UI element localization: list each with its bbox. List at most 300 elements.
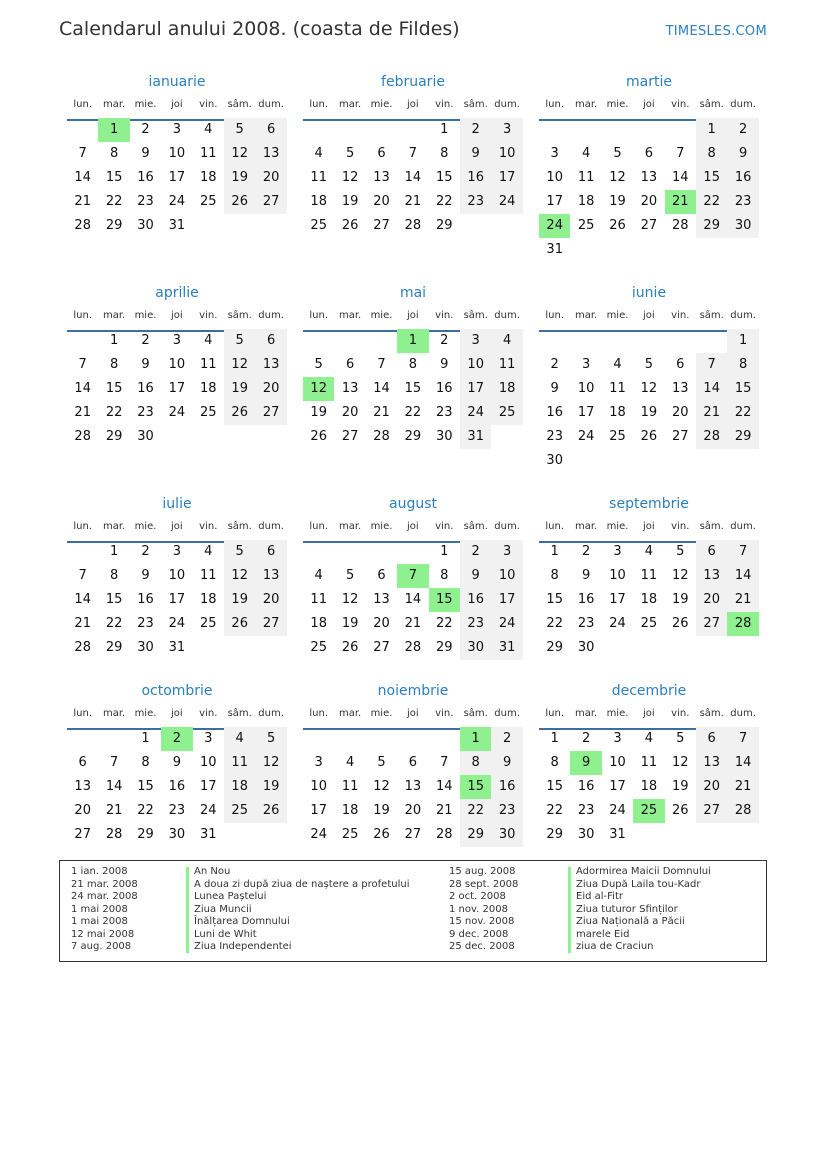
- day-cell[interactable]: 2: [581, 731, 591, 746]
- day-cell[interactable]: 27: [255, 401, 286, 425]
- day-cell[interactable]: 20: [74, 803, 91, 818]
- day-cell[interactable]: 23: [460, 190, 491, 214]
- day-cell[interactable]: 27: [404, 827, 422, 842]
- day-cell[interactable]: 8: [550, 755, 559, 770]
- day-cell[interactable]: 13: [672, 381, 689, 396]
- day-cell[interactable]: 13: [696, 564, 727, 588]
- day-cell[interactable]: 10: [491, 142, 522, 166]
- day-cell[interactable]: 2: [141, 333, 150, 348]
- day-cell[interactable]: 6: [696, 727, 727, 751]
- day-cell[interactable]: 31: [460, 425, 491, 449]
- day-cell[interactable]: 25: [491, 401, 522, 425]
- month-name[interactable]: septembrie: [609, 496, 689, 512]
- day-cell[interactable]: 6: [255, 118, 286, 142]
- day-cell[interactable]: 7: [440, 755, 449, 770]
- day-cell[interactable]: 30: [137, 429, 154, 444]
- day-cell[interactable]: 14: [74, 592, 91, 607]
- day-cell[interactable]: 23: [137, 616, 154, 631]
- day-cell[interactable]: 29: [105, 640, 123, 655]
- month-name[interactable]: decembrie: [611, 683, 687, 699]
- day-cell[interactable]: 15: [105, 170, 123, 185]
- day-cell[interactable]: 3: [491, 118, 522, 142]
- day-cell[interactable]: 20: [255, 588, 286, 612]
- day-cell[interactable]: 16: [137, 381, 154, 396]
- day-cell[interactable]: 2: [440, 333, 449, 348]
- day-cell[interactable]: 5: [255, 727, 286, 751]
- day-cell[interactable]: 31: [168, 640, 186, 655]
- day-cell[interactable]: 1: [440, 122, 449, 137]
- day-cell[interactable]: 8: [460, 751, 491, 775]
- day-cell[interactable]: 12: [224, 353, 255, 377]
- day-cell[interactable]: 29: [546, 640, 563, 655]
- day-cell[interactable]: 7: [377, 357, 386, 372]
- day-cell[interactable]: 26: [224, 190, 255, 214]
- day-cell[interactable]: 13: [373, 170, 390, 185]
- day-cell[interactable]: 31: [609, 827, 626, 842]
- day-cell[interactable]: 27: [255, 612, 286, 636]
- day-cell[interactable]: 18: [310, 194, 327, 209]
- day-cell[interactable]: 19: [341, 194, 359, 209]
- day-cell[interactable]: 21: [74, 194, 91, 209]
- day-cell[interactable]: 15: [727, 377, 758, 401]
- day-cell[interactable]: 16: [137, 170, 154, 185]
- day-cell[interactable]: 15: [105, 592, 123, 607]
- holiday-day-cell[interactable]: 12: [303, 377, 334, 401]
- day-cell[interactable]: 13: [74, 779, 91, 794]
- day-cell[interactable]: 24: [609, 616, 626, 631]
- day-cell[interactable]: 29: [105, 218, 123, 233]
- day-cell[interactable]: 19: [609, 194, 626, 209]
- day-cell[interactable]: 12: [609, 170, 626, 185]
- day-cell[interactable]: 11: [640, 755, 658, 770]
- day-cell[interactable]: 22: [105, 616, 123, 631]
- day-cell[interactable]: 22: [436, 194, 453, 209]
- day-cell[interactable]: 4: [644, 731, 654, 746]
- day-cell[interactable]: 7: [408, 146, 418, 161]
- day-cell[interactable]: 3: [613, 731, 622, 746]
- day-cell[interactable]: 12: [224, 142, 255, 166]
- day-cell[interactable]: 23: [491, 799, 522, 823]
- day-cell[interactable]: 10: [168, 357, 186, 372]
- day-cell[interactable]: 27: [696, 612, 727, 636]
- day-cell[interactable]: 13: [255, 142, 286, 166]
- day-cell[interactable]: 5: [676, 544, 685, 559]
- day-cell[interactable]: 24: [168, 194, 186, 209]
- day-cell[interactable]: 4: [613, 357, 622, 372]
- day-cell[interactable]: 20: [404, 803, 422, 818]
- day-cell[interactable]: 24: [310, 827, 327, 842]
- day-cell[interactable]: 26: [373, 827, 390, 842]
- day-cell[interactable]: 20: [696, 588, 727, 612]
- day-cell[interactable]: 2: [141, 544, 150, 559]
- holiday-day-cell[interactable]: 1: [98, 118, 129, 142]
- day-cell[interactable]: 18: [224, 775, 255, 799]
- day-cell[interactable]: 21: [373, 405, 390, 420]
- day-cell[interactable]: 31: [200, 827, 217, 842]
- day-cell[interactable]: 4: [204, 122, 213, 137]
- day-cell[interactable]: 25: [341, 827, 359, 842]
- day-cell[interactable]: 2: [460, 118, 491, 142]
- day-cell[interactable]: 15: [546, 779, 563, 794]
- day-cell[interactable]: 2: [727, 118, 758, 142]
- day-cell[interactable]: 21: [404, 194, 422, 209]
- day-cell[interactable]: 10: [310, 779, 327, 794]
- day-cell[interactable]: 15: [436, 170, 453, 185]
- day-cell[interactable]: 23: [546, 429, 563, 444]
- day-cell[interactable]: 17: [200, 779, 217, 794]
- day-cell[interactable]: 7: [109, 755, 119, 770]
- day-cell[interactable]: 12: [640, 381, 658, 396]
- day-cell[interactable]: 7: [78, 357, 87, 372]
- day-cell[interactable]: 10: [546, 170, 563, 185]
- day-cell[interactable]: 14: [404, 170, 422, 185]
- day-cell[interactable]: 19: [224, 377, 255, 401]
- day-cell[interactable]: 29: [696, 214, 727, 238]
- day-cell[interactable]: 9: [141, 146, 150, 161]
- day-cell[interactable]: 13: [404, 779, 422, 794]
- day-cell[interactable]: 9: [141, 357, 150, 372]
- day-cell[interactable]: 30: [727, 214, 758, 238]
- day-cell[interactable]: 23: [137, 405, 154, 420]
- day-cell[interactable]: 29: [546, 827, 563, 842]
- day-cell[interactable]: 28: [727, 799, 758, 823]
- day-cell[interactable]: 3: [491, 540, 522, 564]
- day-cell[interactable]: 21: [74, 616, 91, 631]
- day-cell[interactable]: 5: [224, 540, 255, 564]
- day-cell[interactable]: 13: [640, 170, 658, 185]
- day-cell[interactable]: 14: [727, 751, 758, 775]
- day-cell[interactable]: 3: [314, 755, 323, 770]
- day-cell[interactable]: 1: [109, 544, 119, 559]
- day-cell[interactable]: 29: [105, 429, 123, 444]
- day-cell[interactable]: 24: [609, 803, 626, 818]
- day-cell[interactable]: 22: [727, 401, 758, 425]
- month-name[interactable]: iunie: [631, 285, 667, 301]
- day-cell[interactable]: 16: [727, 166, 758, 190]
- day-cell[interactable]: 5: [676, 731, 685, 746]
- day-cell[interactable]: 30: [436, 429, 453, 444]
- day-cell[interactable]: 20: [373, 194, 390, 209]
- day-cell[interactable]: 1: [440, 544, 449, 559]
- day-cell[interactable]: 21: [404, 616, 422, 631]
- day-cell[interactable]: 6: [255, 540, 286, 564]
- day-cell[interactable]: 19: [310, 405, 327, 420]
- day-cell[interactable]: 22: [546, 616, 563, 631]
- day-cell[interactable]: 11: [310, 592, 327, 607]
- day-cell[interactable]: 23: [727, 190, 758, 214]
- day-cell[interactable]: 13: [341, 381, 359, 396]
- day-cell[interactable]: 3: [172, 333, 182, 348]
- day-cell[interactable]: 20: [255, 377, 286, 401]
- day-cell[interactable]: 26: [310, 429, 327, 444]
- day-cell[interactable]: 23: [460, 612, 491, 636]
- day-cell[interactable]: 23: [436, 405, 453, 420]
- day-cell[interactable]: 7: [727, 540, 758, 564]
- day-cell[interactable]: 17: [491, 166, 522, 190]
- day-cell[interactable]: 10: [491, 564, 522, 588]
- day-cell[interactable]: 25: [640, 616, 658, 631]
- day-cell[interactable]: 16: [168, 779, 186, 794]
- holiday-day-cell[interactable]: 2: [161, 727, 192, 751]
- day-cell[interactable]: 20: [672, 405, 689, 420]
- day-cell[interactable]: 2: [460, 540, 491, 564]
- day-cell[interactable]: 17: [577, 405, 595, 420]
- day-cell[interactable]: 26: [224, 612, 255, 636]
- holiday-day-cell[interactable]: 28: [727, 612, 758, 636]
- month-name[interactable]: februarie: [381, 74, 445, 90]
- month-name[interactable]: aprilie: [155, 285, 199, 301]
- day-cell[interactable]: 9: [727, 142, 758, 166]
- day-cell[interactable]: 12: [224, 564, 255, 588]
- day-cell[interactable]: 30: [577, 640, 595, 655]
- day-cell[interactable]: 3: [172, 544, 182, 559]
- day-cell[interactable]: 28: [373, 429, 390, 444]
- day-cell[interactable]: 21: [436, 803, 453, 818]
- day-cell[interactable]: 13: [373, 592, 390, 607]
- day-cell[interactable]: 29: [460, 823, 491, 847]
- holiday-day-cell[interactable]: 21: [665, 190, 696, 214]
- holiday-day-cell[interactable]: 15: [460, 775, 491, 799]
- day-cell[interactable]: 24: [460, 401, 491, 425]
- day-cell[interactable]: 30: [577, 827, 595, 842]
- day-cell[interactable]: 27: [373, 218, 390, 233]
- day-cell[interactable]: 3: [613, 544, 622, 559]
- day-cell[interactable]: 12: [672, 755, 689, 770]
- day-cell[interactable]: 6: [408, 755, 418, 770]
- day-cell[interactable]: 3: [581, 357, 591, 372]
- day-cell[interactable]: 30: [491, 823, 522, 847]
- day-cell[interactable]: 6: [676, 357, 685, 372]
- day-cell[interactable]: 2: [491, 727, 522, 751]
- day-cell[interactable]: 24: [168, 405, 186, 420]
- day-cell[interactable]: 26: [672, 616, 689, 631]
- day-cell[interactable]: 2: [581, 544, 591, 559]
- day-cell[interactable]: 1: [550, 731, 559, 746]
- day-cell[interactable]: 21: [696, 401, 727, 425]
- day-cell[interactable]: 12: [672, 568, 689, 583]
- day-cell[interactable]: 8: [440, 146, 449, 161]
- day-cell[interactable]: 28: [74, 218, 91, 233]
- day-cell[interactable]: 25: [609, 429, 626, 444]
- day-cell[interactable]: 30: [460, 636, 491, 660]
- day-cell[interactable]: 17: [609, 779, 626, 794]
- day-cell[interactable]: 18: [341, 803, 359, 818]
- day-cell[interactable]: 10: [609, 755, 626, 770]
- day-cell[interactable]: 16: [436, 381, 453, 396]
- day-cell[interactable]: 11: [491, 353, 522, 377]
- day-cell[interactable]: 20: [696, 775, 727, 799]
- month-name[interactable]: octombrie: [141, 683, 213, 699]
- day-cell[interactable]: 4: [491, 329, 522, 353]
- day-cell[interactable]: 4: [314, 146, 323, 161]
- day-cell[interactable]: 28: [436, 827, 453, 842]
- day-cell[interactable]: 6: [345, 357, 355, 372]
- day-cell[interactable]: 27: [341, 429, 359, 444]
- day-cell[interactable]: 29: [137, 827, 154, 842]
- day-cell[interactable]: 1: [141, 731, 150, 746]
- day-cell[interactable]: 19: [255, 775, 286, 799]
- day-cell[interactable]: 17: [546, 194, 563, 209]
- day-cell[interactable]: 27: [74, 827, 91, 842]
- day-cell[interactable]: 26: [640, 429, 658, 444]
- holiday-day-cell[interactable]: 7: [397, 564, 428, 588]
- day-cell[interactable]: 19: [672, 592, 689, 607]
- month-name[interactable]: mai: [399, 285, 427, 301]
- day-cell[interactable]: 6: [78, 755, 87, 770]
- day-cell[interactable]: 17: [609, 592, 626, 607]
- day-cell[interactable]: 17: [168, 381, 186, 396]
- day-cell[interactable]: 9: [172, 755, 182, 770]
- day-cell[interactable]: 20: [341, 405, 359, 420]
- day-cell[interactable]: 17: [168, 592, 186, 607]
- day-cell[interactable]: 29: [436, 218, 453, 233]
- day-cell[interactable]: 7: [78, 146, 87, 161]
- day-cell[interactable]: 20: [373, 616, 390, 631]
- day-cell[interactable]: 7: [676, 146, 685, 161]
- day-cell[interactable]: 4: [224, 727, 255, 751]
- day-cell[interactable]: 8: [408, 357, 418, 372]
- day-cell[interactable]: 17: [310, 803, 327, 818]
- day-cell[interactable]: 25: [200, 616, 217, 631]
- day-cell[interactable]: 8: [696, 142, 727, 166]
- day-cell[interactable]: 22: [137, 803, 154, 818]
- day-cell[interactable]: 5: [644, 357, 654, 372]
- day-cell[interactable]: 11: [224, 751, 255, 775]
- day-cell[interactable]: 21: [105, 803, 123, 818]
- day-cell[interactable]: 4: [204, 544, 213, 559]
- day-cell[interactable]: 19: [640, 405, 658, 420]
- day-cell[interactable]: 22: [105, 194, 123, 209]
- holiday-day-cell[interactable]: 15: [429, 588, 460, 612]
- day-cell[interactable]: 13: [696, 751, 727, 775]
- day-cell[interactable]: 12: [255, 751, 286, 775]
- day-cell[interactable]: 19: [341, 616, 359, 631]
- day-cell[interactable]: 12: [341, 170, 359, 185]
- day-cell[interactable]: 9: [550, 381, 559, 396]
- day-cell[interactable]: 15: [137, 779, 154, 794]
- day-cell[interactable]: 24: [168, 616, 186, 631]
- day-cell[interactable]: 10: [168, 568, 186, 583]
- day-cell[interactable]: 22: [436, 616, 453, 631]
- day-cell[interactable]: 6: [696, 540, 727, 564]
- day-cell[interactable]: 4: [204, 333, 213, 348]
- day-cell[interactable]: 20: [640, 194, 658, 209]
- day-cell[interactable]: 5: [377, 755, 386, 770]
- day-cell[interactable]: 17: [460, 377, 491, 401]
- day-cell[interactable]: 15: [546, 592, 563, 607]
- day-cell[interactable]: 19: [373, 803, 390, 818]
- day-cell[interactable]: 22: [105, 405, 123, 420]
- day-cell[interactable]: 21: [727, 588, 758, 612]
- holiday-day-cell[interactable]: 1: [397, 329, 428, 353]
- day-cell[interactable]: 16: [546, 405, 563, 420]
- day-cell[interactable]: 8: [550, 568, 559, 583]
- day-cell[interactable]: 15: [404, 381, 422, 396]
- day-cell[interactable]: 25: [310, 218, 327, 233]
- day-cell[interactable]: 28: [672, 218, 689, 233]
- day-cell[interactable]: 24: [200, 803, 217, 818]
- day-cell[interactable]: 30: [168, 827, 186, 842]
- day-cell[interactable]: 11: [200, 357, 217, 372]
- day-cell[interactable]: 28: [74, 640, 91, 655]
- day-cell[interactable]: 27: [640, 218, 658, 233]
- day-cell[interactable]: 18: [640, 592, 658, 607]
- day-cell[interactable]: 8: [727, 353, 758, 377]
- day-cell[interactable]: 18: [310, 616, 327, 631]
- day-cell[interactable]: 27: [255, 190, 286, 214]
- day-cell[interactable]: 2: [141, 122, 150, 137]
- day-cell[interactable]: 13: [255, 564, 286, 588]
- day-cell[interactable]: 30: [137, 640, 154, 655]
- day-cell[interactable]: 8: [440, 568, 449, 583]
- day-cell[interactable]: 26: [224, 401, 255, 425]
- day-cell[interactable]: 19: [224, 588, 255, 612]
- day-cell[interactable]: 11: [200, 568, 217, 583]
- brand-logo[interactable]: TIMESLES.COM: [665, 24, 767, 39]
- day-cell[interactable]: 23: [577, 803, 595, 818]
- day-cell[interactable]: 29: [727, 425, 758, 449]
- day-cell[interactable]: 25: [200, 194, 217, 209]
- month-name[interactable]: iulie: [162, 496, 192, 512]
- day-cell[interactable]: 22: [696, 190, 727, 214]
- day-cell[interactable]: 5: [345, 146, 355, 161]
- day-cell[interactable]: 14: [404, 592, 422, 607]
- day-cell[interactable]: 8: [109, 357, 119, 372]
- day-cell[interactable]: 24: [577, 429, 595, 444]
- day-cell[interactable]: 1: [696, 118, 727, 142]
- day-cell[interactable]: 11: [609, 381, 626, 396]
- day-cell[interactable]: 3: [204, 731, 213, 746]
- day-cell[interactable]: 7: [727, 727, 758, 751]
- day-cell[interactable]: 31: [491, 636, 522, 660]
- day-cell[interactable]: 25: [577, 218, 595, 233]
- day-cell[interactable]: 11: [200, 146, 217, 161]
- day-cell[interactable]: 18: [200, 381, 217, 396]
- month-name[interactable]: martie: [626, 74, 672, 90]
- day-cell[interactable]: 18: [491, 377, 522, 401]
- day-cell[interactable]: 16: [577, 779, 595, 794]
- holiday-day-cell[interactable]: 9: [570, 751, 601, 775]
- day-cell[interactable]: 8: [109, 146, 119, 161]
- day-cell[interactable]: 18: [609, 405, 626, 420]
- day-cell[interactable]: 22: [546, 803, 563, 818]
- day-cell[interactable]: 13: [255, 353, 286, 377]
- day-cell[interactable]: 12: [373, 779, 390, 794]
- day-cell[interactable]: 1: [550, 544, 559, 559]
- day-cell[interactable]: 9: [581, 568, 591, 583]
- day-cell[interactable]: 26: [672, 803, 689, 818]
- day-cell[interactable]: 26: [341, 640, 359, 655]
- day-cell[interactable]: 28: [404, 640, 422, 655]
- day-cell[interactable]: 3: [460, 329, 491, 353]
- day-cell[interactable]: 6: [377, 568, 386, 583]
- day-cell[interactable]: 5: [314, 357, 323, 372]
- day-cell[interactable]: 15: [105, 381, 123, 396]
- day-cell[interactable]: 11: [310, 170, 327, 185]
- day-cell[interactable]: 22: [404, 405, 422, 420]
- day-cell[interactable]: 6: [377, 146, 386, 161]
- day-cell[interactable]: 23: [577, 616, 595, 631]
- day-cell[interactable]: 14: [373, 381, 390, 396]
- day-cell[interactable]: 10: [168, 146, 186, 161]
- day-cell[interactable]: 14: [672, 170, 689, 185]
- day-cell[interactable]: 4: [581, 146, 591, 161]
- day-cell[interactable]: 14: [436, 779, 453, 794]
- month-name[interactable]: noiembrie: [377, 683, 449, 699]
- day-cell[interactable]: 23: [137, 194, 154, 209]
- day-cell[interactable]: 14: [727, 564, 758, 588]
- day-cell[interactable]: 20: [255, 166, 286, 190]
